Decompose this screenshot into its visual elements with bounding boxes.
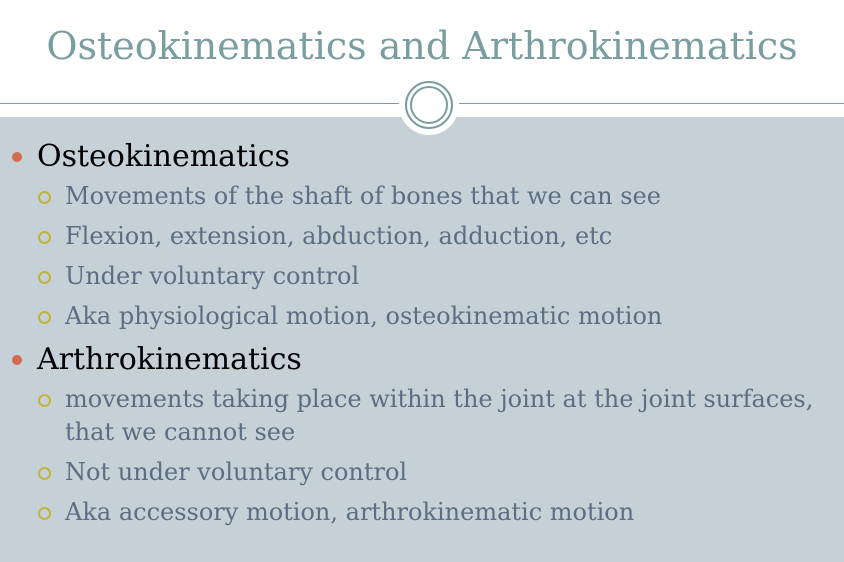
hollow-ring-bullet-icon — [38, 467, 51, 480]
bullet-list — [0, 138, 844, 529]
hollow-ring-bullet-icon — [38, 311, 51, 324]
list-item-text: Under voluntary control — [65, 262, 360, 290]
list-item-text: Aka accessory motion, arthrokinematic motion — [65, 498, 635, 526]
section-heading-text: Osteokinematics — [37, 139, 290, 174]
hollow-ring-bullet-icon — [38, 271, 51, 284]
list-item — [0, 300, 844, 333]
section-heading-osteokinematics — [0, 138, 844, 176]
hollow-ring-bullet-icon — [38, 191, 51, 204]
list-item — [0, 456, 844, 489]
title-divider-left — [0, 103, 399, 104]
section-heading-text: Arthrokinematics — [37, 342, 302, 377]
list-item — [0, 496, 844, 529]
list-item — [0, 180, 844, 213]
spacer — [0, 213, 844, 220]
list-item-text: Not under voluntary control — [65, 458, 408, 486]
spacer — [0, 449, 844, 456]
list-item-text: movements taking place within the joint at the joint surfaces, that we cannot see — [65, 385, 814, 446]
hollow-ring-bullet-icon — [38, 231, 51, 244]
list-item-text: Aka physiological motion, osteokinematic motion — [65, 302, 663, 330]
hollow-ring-bullet-icon — [38, 394, 51, 407]
hollow-ring-bullet-icon — [38, 507, 51, 520]
list-item-text: Flexion, extension, abduction, adduction, etc — [65, 222, 613, 250]
section-heading-arthrokinematics — [0, 341, 844, 379]
title-divider-right — [459, 103, 844, 104]
spacer — [0, 489, 844, 496]
filled-dot-bullet-icon — [12, 355, 22, 365]
list-item-text: Movements of the shaft of bones that we can see — [65, 182, 661, 210]
double-ring-circle-icon — [405, 81, 453, 129]
spacer — [0, 253, 844, 260]
inner-ring-icon — [410, 86, 448, 124]
spacer — [0, 333, 844, 341]
list-item — [0, 383, 844, 449]
spacer — [0, 293, 844, 300]
list-item — [0, 260, 844, 293]
slide-title: Osteokinematics and Arthrokinematics — [46, 24, 798, 68]
filled-dot-bullet-icon — [12, 152, 22, 162]
list-item — [0, 220, 844, 253]
